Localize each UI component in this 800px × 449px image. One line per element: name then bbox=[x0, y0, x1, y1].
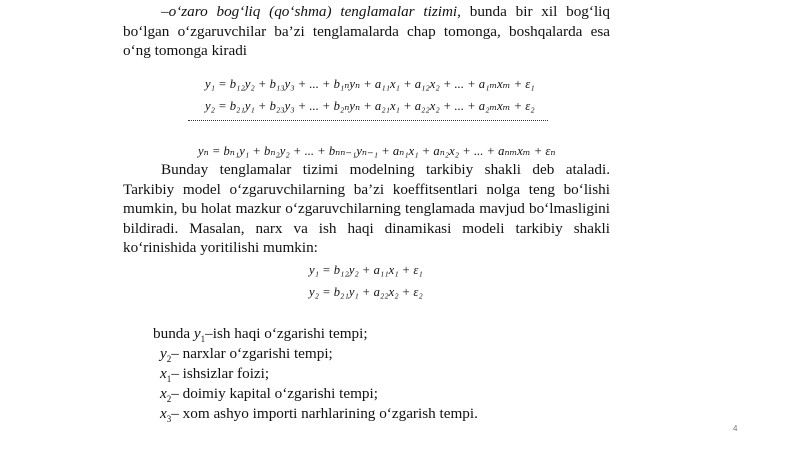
equation-yn: yₙ = bₙ₁y₁ + bₙ₂y₂ + ... + bₙₙ₋₁yₙ₋₁ + aₙ₁x₁ + aₙ₂x₂ + ... + aₙₘxₘ + εₙ bbox=[198, 144, 556, 158]
legend-item: $x_3-$ xom ashyo importi narhlarining o‘zgarish tempi. bbox=[160, 405, 478, 425]
structural-form-text: Bunday tenglamalar tizimi modelning tarkibiy shakli deb ataladi. Tarkibiy model o‘zgaruvchilarning ba’zi koeffitsentlari nolga teng bo‘lishi mumkin, bu holat mazkur o‘zgaruvchilarning tenglamada mavjud bo‘lmasligini bildiradi. Masalan, narx va ish haqi dinamikasi modeli tarkibiy shakli ko‘rinishida yoritilishi mumkin: bbox=[123, 161, 610, 256]
intro-text: bunda bir xil bog‘liq bo‘lgan o‘zgaruvchilar ba’zi tenglamalarda chap tomonga, boshqalarda esa o‘ng tomonga kiradi bbox=[123, 3, 610, 59]
example-equation-y1: y₁ = b₁₂y₂ + a₁₁x₁ + ε₁ bbox=[309, 263, 423, 277]
legend-item: $y_2-$ narxlar o‘zgarishi tempi; bbox=[160, 345, 333, 365]
intro-paragraph bbox=[123, 2, 610, 61]
example-equation-y2: y₂ = b₂₁y₁ + a₂₂x₂ + ε₂ bbox=[309, 285, 423, 299]
intro-lead-term: –o‘zaro bog‘liq (qo‘shma) tenglamalar tizimi, bbox=[161, 3, 461, 20]
equation-y2: y₂ = b₂₁y₁ + b₂₃y₃ + ... + b₂ₙyₙ + a₂₁x₁ + a₂₂x₂ + ... + a₂ₘxₘ + ε₂ bbox=[205, 99, 535, 113]
legend-item: $x_2-$ doimiy kapital o‘zgarishi tempi; bbox=[160, 385, 378, 405]
equation-y1: y₁ = b₁₂y₂ + b₁₃y₃ + ... + b₁ₙyₙ + a₁₁x₁ + a₁₂x₂ + ... + a₁ₘxₘ + ε₁ bbox=[205, 77, 535, 91]
page-number: 4 bbox=[733, 424, 738, 433]
ellipsis-divider bbox=[188, 120, 548, 121]
structural-form-paragraph bbox=[123, 160, 610, 258]
legend-item: bunda $y_1$–ish haqi o‘zgarishi tempi; bbox=[153, 325, 368, 345]
legend-item: $x_1-$ ishsizlar foizi; bbox=[160, 365, 270, 385]
